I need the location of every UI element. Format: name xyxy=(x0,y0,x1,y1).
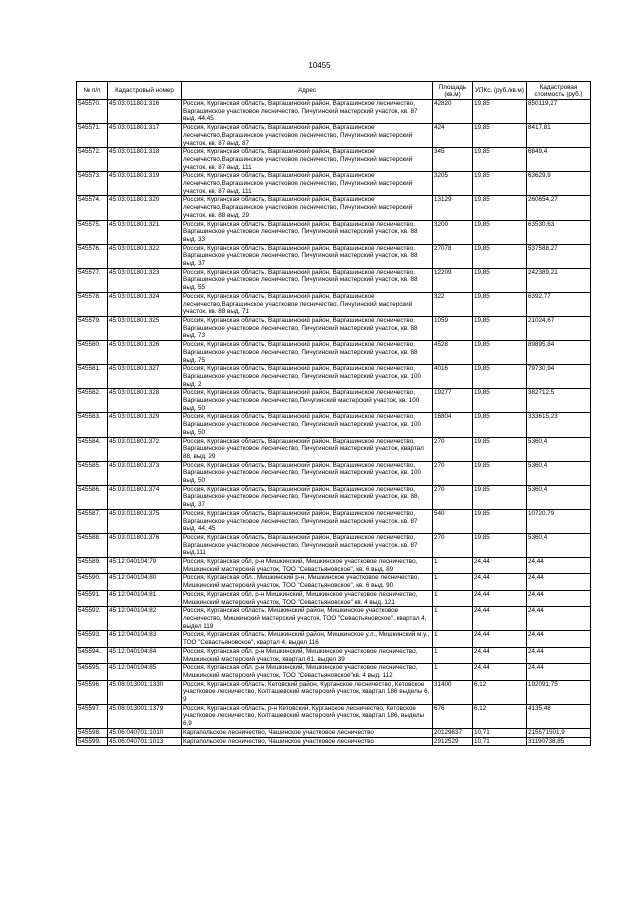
cell-cadastral-number: 45:03:011801:375 xyxy=(108,509,182,533)
cell-area: 270 xyxy=(433,461,473,485)
cell-address: Россия, Курганская область, Варгашинский район, Варгашинское лесничество, Варгашинское участковое лесничество, Пичугинский мастерский участок, кв. 88 выд. 75 xyxy=(182,341,433,365)
page-number: 10455 xyxy=(308,61,331,70)
cell-cadastral-number: 45:03:011801:323 xyxy=(108,268,182,292)
cell-upks: 24,44 xyxy=(473,590,527,606)
cell-num: 545584. xyxy=(77,437,108,461)
cell-area: 1 xyxy=(433,664,473,680)
cell-cadastral-value: 242389,21 xyxy=(527,268,591,292)
cell-address: Россия, Курганская область, Кетовский район, Курганское лесничество, Кетовское участковое лесничество, Колташевский мастерский участок, квартал 186 выделы 6, 9 xyxy=(182,680,433,704)
cell-cadastral-number: 45:03:011801:318 xyxy=(108,148,182,172)
cell-address: Россия, Курганская область, Варгашинский район, Варгашинское лесничество, Варгашинское участковое лесничество, Пичугинский мастерский участок, кв. 88 выд. 37 xyxy=(182,244,433,268)
header-cadastral-value: Кадастровая стоимость (руб.) xyxy=(527,82,591,100)
cell-num: 545577. xyxy=(77,268,108,292)
table-row xyxy=(77,365,591,389)
cell-cadastral-value: 24,44 xyxy=(527,647,591,663)
cell-cadastral-value: 63530,63 xyxy=(527,220,591,244)
cell-cadastral-value: 24,44 xyxy=(527,558,591,574)
cell-cadastral-value: 24,44 xyxy=(527,574,591,590)
table-row xyxy=(77,268,591,292)
table-row xyxy=(77,124,591,148)
cell-upks: 19,85 xyxy=(473,172,527,196)
cell-address: Россия, Курганская область, Варгашинский район, Варгашинское лесничество,Варгашинское участковое лесничество, Пичугинский мастерский участок, кв. 87 выд. 87 xyxy=(182,124,433,148)
cell-num: 545598. xyxy=(77,728,108,737)
cell-upks: 19,85 xyxy=(473,316,527,340)
cell-cadastral-number: 45:03:011801:372 xyxy=(108,437,182,461)
cell-num: 545596. xyxy=(77,680,108,704)
cell-area: 424 xyxy=(433,124,473,148)
cell-cadastral-value: 24,44 xyxy=(527,631,591,647)
cell-cadastral-number: 45:03:011801:316 xyxy=(108,100,182,124)
cell-area: 3200 xyxy=(433,220,473,244)
cell-upks: 19,85 xyxy=(473,148,527,172)
cell-num: 545595. xyxy=(77,664,108,680)
cell-cadastral-number: 45:12:040104:83 xyxy=(108,631,182,647)
cell-upks: 19,85 xyxy=(473,437,527,461)
cell-upks: 6,12 xyxy=(473,704,527,728)
table-row xyxy=(77,220,591,244)
cell-area: 1 xyxy=(433,607,473,631)
cell-num: 545574. xyxy=(77,196,108,220)
cell-cadastral-value: 6392,77 xyxy=(527,292,591,316)
header-cadastral-number: Кадастровый номер xyxy=(108,82,182,100)
cell-cadastral-value: 31190738,85 xyxy=(527,737,591,746)
cell-num: 545591. xyxy=(77,590,108,606)
cell-address: Россия, Курганская область, Варгашинский район, Варгашинское лесничество,Варгашинское участковое лесничество, Пичугинский мастерский участок, кв. 87 выд. 111 xyxy=(182,172,433,196)
cell-cadastral-number: 45:03:011801:328 xyxy=(108,389,182,413)
cell-upks: 19,85 xyxy=(473,485,527,509)
cell-cadastral-value: 24,44 xyxy=(527,607,591,631)
cell-upks: 10,71 xyxy=(473,728,527,737)
cell-num: 545572. xyxy=(77,148,108,172)
cell-cadastral-value: 79730,94 xyxy=(527,365,591,389)
cell-address: Россия, Курганская область, Варгашинский район, Варгашинское лесничество, Варгашинское участковое лесничество, Пичугинский мастерский участок, кв. 100 выд. 2 xyxy=(182,365,433,389)
header-address: Адрес xyxy=(182,82,433,100)
cell-num: 545578. xyxy=(77,292,108,316)
cell-address: Россия, Курганская обл, р-н Мишкинский, Мишкинское участковое лесничество, Мишкинский мастерский участок, ТОО "Севастьяновское", кв. 6 выд. 89 xyxy=(182,558,433,574)
cell-cadastral-number: 45:12:040104:80 xyxy=(108,574,182,590)
cell-num: 545590. xyxy=(77,574,108,590)
cell-cadastral-number: 45:03:011801:376 xyxy=(108,533,182,557)
cell-upks: 6,12 xyxy=(473,680,527,704)
cell-address: Россия, Курганская область, Мишкинский район, Мишкинское участковое лесничество, Мишкинский мастерский участок, ТОО "Севастьяновское", квартал 4, выдел 119 xyxy=(182,607,433,631)
cell-area: 2912529 xyxy=(433,737,473,746)
cell-upks: 24,44 xyxy=(473,647,527,663)
cell-num: 545570. xyxy=(77,100,108,124)
table-row xyxy=(77,680,591,704)
cell-num: 545582. xyxy=(77,389,108,413)
cell-address: Россия, Курганская область, Варгашинский район, Варгашинское лесничество, Варгашинское участковое лесничество, Пичугинский мастерский участок, квартал 88, выд. 29 xyxy=(182,437,433,461)
cell-area: 4016 xyxy=(433,365,473,389)
table-row xyxy=(77,737,591,746)
cell-area: 1 xyxy=(433,647,473,663)
cell-cadastral-value: 6849,4 xyxy=(527,148,591,172)
header-area: Площадь (кв.м) xyxy=(433,82,473,100)
cell-upks: 19,85 xyxy=(473,124,527,148)
table-row xyxy=(77,533,591,557)
cell-cadastral-value: 192091,75 xyxy=(527,680,591,704)
cell-area: 270 xyxy=(433,485,473,509)
cell-upks: 19,85 xyxy=(473,196,527,220)
table-row xyxy=(77,509,591,533)
table-row xyxy=(77,664,591,680)
table-row xyxy=(77,244,591,268)
cell-address: Россия, Курганская обл, р-н Мишкинский, Мишкинское участковое лесничество, Мишкинский мастерский участок, ТОО "Севастьяновское"кв. 4 выд. 112 xyxy=(182,664,433,680)
cell-cadastral-value: 215571501,9 xyxy=(527,728,591,737)
table-row xyxy=(77,485,591,509)
cell-cadastral-value: 63629,9 xyxy=(527,172,591,196)
cell-area: 345 xyxy=(433,148,473,172)
cell-cadastral-number: 45:03:011801:320 xyxy=(108,196,182,220)
cell-upks: 24,44 xyxy=(473,574,527,590)
cell-num: 545587. xyxy=(77,509,108,533)
table-row xyxy=(77,437,591,461)
table-row xyxy=(77,631,591,647)
cell-num: 545588. xyxy=(77,533,108,557)
cell-cadastral-value: 537588,27 xyxy=(527,244,591,268)
cell-upks: 19,85 xyxy=(473,268,527,292)
cell-num: 545585. xyxy=(77,461,108,485)
cell-area: 13129 xyxy=(433,196,473,220)
table-row xyxy=(77,461,591,485)
cell-address: Россия, Курганская область, Варгашинский район, Варгашинское лесничество, Варгашинское участковое лесничество, Пичугинский мастерский участок, кв. 87 выд. 44, 45 xyxy=(182,509,433,533)
cell-upks: 19,85 xyxy=(473,389,527,413)
cell-cadastral-number: 45:08:013001:1379 xyxy=(108,704,182,728)
cell-address: Россия, Курганская область, Варгашинский район, Варгашинское лесничество,Варгашинское участковое лесничество, Пичугинский мастерский участок, кв. 87 выд. 111 xyxy=(182,148,433,172)
cell-area: 676 xyxy=(433,704,473,728)
cell-num: 545589. xyxy=(77,558,108,574)
cell-cadastral-value: 5360,4 xyxy=(527,437,591,461)
cell-area: 1059 xyxy=(433,316,473,340)
cell-area: 1 xyxy=(433,574,473,590)
cell-cadastral-value: 5360,4 xyxy=(527,461,591,485)
cell-upks: 24,44 xyxy=(473,607,527,631)
cell-address: Россия, Курганская обл, р-н Мишкинский, Мишкинское участковое лесничество, Мишкинский мастерский участок, квартал 61, выдел 39 xyxy=(182,647,433,663)
cell-cadastral-number: 45:08:013001:1330 xyxy=(108,680,182,704)
cell-num: 545597. xyxy=(77,704,108,728)
cell-cadastral-number: 45:03:011801:324 xyxy=(108,292,182,316)
table-header-row xyxy=(77,82,591,100)
cell-address: Россия, Курганская область, р-н Кетовский, Курганское лесничество, Кетовское участковое лесничество, Колташевский мастерский участок, квартал 186, выделы 6,9 xyxy=(182,704,433,728)
cell-area: 19277 xyxy=(433,389,473,413)
cell-cadastral-number: 45:12:040104:82 xyxy=(108,607,182,631)
cell-area: 540 xyxy=(433,509,473,533)
cell-area: 12209 xyxy=(433,268,473,292)
header-upks: УПКс. (руб./кв.м) xyxy=(473,82,527,100)
table-row xyxy=(77,574,591,590)
table-row xyxy=(77,292,591,316)
table-row xyxy=(77,607,591,631)
cell-cadastral-value: 5360,4 xyxy=(527,533,591,557)
table-row xyxy=(77,341,591,365)
cell-area: 270 xyxy=(433,533,473,557)
table-row xyxy=(77,647,591,663)
cell-upks: 10,71 xyxy=(473,737,527,746)
cell-num: 545575. xyxy=(77,220,108,244)
table-row xyxy=(77,316,591,340)
header-num: № п/п xyxy=(77,82,108,100)
cell-area: 27078 xyxy=(433,244,473,268)
cadastral-value-table xyxy=(76,81,591,746)
cell-upks: 19,85 xyxy=(473,533,527,557)
cell-cadastral-value: 333615,23 xyxy=(527,413,591,437)
cell-area: 20129637 xyxy=(433,728,473,737)
cell-cadastral-number: 45:06:040701:1013 xyxy=(108,737,182,746)
cell-upks: 24,44 xyxy=(473,664,527,680)
cell-cadastral-number: 45:12:040104:81 xyxy=(108,590,182,606)
cell-upks: 19,85 xyxy=(473,509,527,533)
cell-address: Россия, Курганская область, Варгашинский район, Варгашинское лесничество, Варгашинское участковое лесничество, Пичугинский мастерский участок, кв. 88 выд. 33 xyxy=(182,220,433,244)
cell-upks: 19,85 xyxy=(473,413,527,437)
cell-num: 545580. xyxy=(77,341,108,365)
cell-upks: 19,85 xyxy=(473,365,527,389)
cell-cadastral-value: 4135,48 xyxy=(527,704,591,728)
cell-num: 545571. xyxy=(77,124,108,148)
cell-address: Россия, Курганская область, Варгашинский район, Варгашинское лесничество, Варгашинское участковое лесничество, Пичугинский мастерский участок, кв. 87 выд.111 xyxy=(182,533,433,557)
table-row xyxy=(77,196,591,220)
cell-area: 16804 xyxy=(433,413,473,437)
cell-address: Россия, Курганская область, Варгашинский район, Варгашинское лесничество, Варгашинское участковое лесничество,Пичугинский мастерский участок, кв. 100 выд. 50 xyxy=(182,389,433,413)
cell-num: 545579. xyxy=(77,316,108,340)
cell-area: 4528 xyxy=(433,341,473,365)
cell-address: Россия, Курганская обл, р-н Мишкинский, Мишкинское участковое лесничество, Мишкинский мастерский участок, ТОО "Севастьяновское" кв. 4 выд. 121 xyxy=(182,590,433,606)
cell-area: 1 xyxy=(433,631,473,647)
cell-address: Россия, Курганская область, Варгашинский район, Варгашинское лесничество,Варгашинское участковое лесничество, Пичугинский мастерский участок, кв. 88 выд. 71 xyxy=(182,292,433,316)
cell-area: 42820 xyxy=(433,100,473,124)
table-body xyxy=(77,100,591,746)
cell-num: 545583. xyxy=(77,413,108,437)
cell-cadastral-number: 45:03:011801:317 xyxy=(108,124,182,148)
cell-area: 1 xyxy=(433,558,473,574)
cell-num: 545581. xyxy=(77,365,108,389)
cell-cadastral-number: 45:12:040104:79 xyxy=(108,558,182,574)
cell-address: Россия, Курганская область, Варгашинский район, Варгашинское лесничество, Варгашинское участковое лесничество, Пичугинский мастерский участок, кв. 88 выд. 55 xyxy=(182,268,433,292)
cell-area: 1 xyxy=(433,590,473,606)
cell-num: 545586. xyxy=(77,485,108,509)
cell-cadastral-value: 24,44 xyxy=(527,590,591,606)
cell-area: 3205 xyxy=(433,172,473,196)
cell-address: Россия, Курганская область, Варгашинский район, Варгашинское лесничество, Варгашинское участковое лесничество, Пичугинский мастерский участок, кв. 88 выд. 73 xyxy=(182,316,433,340)
cell-address: Россия, Курганская область, Варгашинский район, Варгашинское лесничество, Варгашинское участковое лесничество, Пичугинский мастерский участок, кв. 100 выд. 50 xyxy=(182,413,433,437)
cell-num: 545592. xyxy=(77,607,108,631)
table-row xyxy=(77,413,591,437)
cell-upks: 19,85 xyxy=(473,461,527,485)
table-row xyxy=(77,728,591,737)
cell-cadastral-value: 8417,81 xyxy=(527,124,591,148)
cell-cadastral-number: 45:03:011801:327 xyxy=(108,365,182,389)
cell-cadastral-value: 24,44 xyxy=(527,664,591,680)
cell-cadastral-value: 260654,27 xyxy=(527,196,591,220)
table-row xyxy=(77,100,591,124)
cell-upks: 19,85 xyxy=(473,220,527,244)
cell-upks: 24,44 xyxy=(473,558,527,574)
cell-upks: 19,85 xyxy=(473,244,527,268)
table-row xyxy=(77,172,591,196)
table-row xyxy=(77,590,591,606)
cell-cadastral-number: 45:03:011801:326 xyxy=(108,341,182,365)
cell-cadastral-number: 45:03:011801:322 xyxy=(108,244,182,268)
cell-cadastral-value: 10720,79 xyxy=(527,509,591,533)
cell-upks: 19,85 xyxy=(473,341,527,365)
cell-cadastral-number: 45:03:011801:325 xyxy=(108,316,182,340)
cell-cadastral-number: 45:03:011801:373 xyxy=(108,461,182,485)
cell-cadastral-number: 45:06:040701:1010 xyxy=(108,728,182,737)
cell-num: 545594. xyxy=(77,647,108,663)
cell-address: Россия, Курганская область, Варгашинский район, Варгашинское лесничество, Варгашинское участковое лесничество, Пичугинский мастерский участок, кв. 88, выд. 37 xyxy=(182,485,433,509)
cell-area: 31400 xyxy=(433,680,473,704)
cell-cadastral-value: 21024,67 xyxy=(527,316,591,340)
cell-cadastral-value: 850119,27 xyxy=(527,100,591,124)
cell-num: 545593. xyxy=(77,631,108,647)
cell-address: Россия, Курганская область, Варгашинский район, Варгашинское лесничество,Варгашинское участковое лесничество, Пичугинский мастерский участок, кв. 88 выд. 29 xyxy=(182,196,433,220)
cell-num: 545576. xyxy=(77,244,108,268)
cell-address: Россия, Курганская область, Варгашинский район, Варгашинское лесничество, Варгашинское участковое лесничество, Пичугинский мастерский участок, кв. 87 выд. 44,45 xyxy=(182,100,433,124)
cell-cadastral-number: 45:03:011801:319 xyxy=(108,172,182,196)
cell-address: Каргапольское лесничество, Чашинское участковое лесничество xyxy=(182,737,433,746)
cell-cadastral-number: 45:12:040104:84 xyxy=(108,647,182,663)
cell-cadastral-number: 45:03:011801:329 xyxy=(108,413,182,437)
cell-upks: 24,44 xyxy=(473,631,527,647)
cell-area: 322 xyxy=(433,292,473,316)
cell-cadastral-value: 5360,4 xyxy=(527,485,591,509)
cell-upks: 19,85 xyxy=(473,292,527,316)
cell-num: 545599. xyxy=(77,737,108,746)
table-row xyxy=(77,148,591,172)
table-row xyxy=(77,558,591,574)
cell-cadastral-number: 45:03:011801:374 xyxy=(108,485,182,509)
table-row xyxy=(77,389,591,413)
cell-num: 545573. xyxy=(77,172,108,196)
cell-cadastral-number: 45:03:011801:321 xyxy=(108,220,182,244)
cell-area: 270 xyxy=(433,437,473,461)
cell-cadastral-number: 45:12:040104:85 xyxy=(108,664,182,680)
cell-address: Каргапольское лесничество, Чашинское участковое лесничество xyxy=(182,728,433,737)
cell-cadastral-value: 382712,5 xyxy=(527,389,591,413)
cell-upks: 19,85 xyxy=(473,100,527,124)
table-row xyxy=(77,704,591,728)
cell-address: Россия, Курганская область, Мишкинский район, Мишкинское у.л., Мишкинский м.у., ТОО "Севастьяновское", квартал 4, выдел 116 xyxy=(182,631,433,647)
cell-address: Россия, Курганская область, Варгашинский район, Варгашинское лесничество, Варгашинское участковое лесничество, Пичугинский мастерский участок, кв. 100 выд. 50 xyxy=(182,461,433,485)
cell-cadastral-value: 89895,84 xyxy=(527,341,591,365)
cell-address: Россия, Курганская обл., Мишкинский р-н, Мишкинское участковое лесничество, Мишкинский мастерский участок, ТОО "Севастьяновское", кв. 6 выд. 90 xyxy=(182,574,433,590)
